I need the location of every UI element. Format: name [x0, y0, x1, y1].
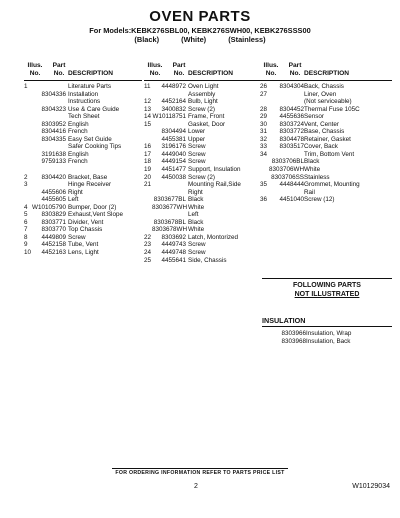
- illus-number: 16: [144, 143, 152, 151]
- part-number: 4455606: [41, 188, 66, 196]
- insulation-heading: INSULATION: [262, 316, 392, 327]
- illus-number: 4: [24, 203, 28, 211]
- part-description: Mounting Rail,Side: [188, 181, 241, 189]
- part-row: [260, 143, 392, 151]
- part-number: 8304304: [279, 83, 304, 90]
- part-description: Hinge Receiver: [68, 181, 112, 189]
- part-row: [24, 83, 142, 91]
- part-description: Grommet, Mounting: [304, 181, 360, 189]
- part-row: [144, 143, 260, 151]
- illus-number: 19: [144, 166, 152, 174]
- part-description: Right: [68, 188, 83, 196]
- part-number: 4448444: [279, 181, 304, 189]
- part-description: Oven Light: [188, 83, 219, 90]
- illus-number: 25: [144, 256, 152, 264]
- part-number: 4448972: [161, 83, 186, 90]
- part-number: 4449743: [161, 241, 186, 249]
- part-description: Black: [304, 158, 320, 166]
- header-description: DESCRIPTION: [68, 69, 114, 77]
- part-row: [24, 174, 142, 182]
- part-description: Lens, Light: [68, 249, 99, 257]
- part-row: [24, 219, 142, 227]
- part-row: [260, 136, 392, 144]
- part-row: [260, 113, 392, 121]
- part-description: French: [68, 158, 88, 166]
- part-description: Literature Parts: [68, 83, 112, 90]
- part-number: 8303678WH: [152, 226, 188, 234]
- part-description: Bulb, Light: [188, 98, 218, 106]
- parts-list: [24, 83, 142, 257]
- illus-number: 5: [24, 211, 28, 219]
- part-row: [260, 174, 392, 182]
- part-row: [262, 338, 392, 346]
- part-description: Retainer, Gasket: [304, 135, 351, 143]
- part-description: Insulation, Back: [306, 337, 351, 345]
- part-description: Screw (2): [188, 105, 215, 113]
- not-illustrated-heading: [262, 278, 392, 299]
- part-row: [24, 181, 142, 189]
- part-description: Bumper, Door (2): [68, 203, 117, 211]
- part-row: [24, 196, 142, 204]
- part-number: 4452158: [41, 241, 66, 249]
- header-illus-no: No.: [149, 69, 161, 77]
- part-number: 8303772: [279, 128, 304, 136]
- part-row: [144, 91, 260, 99]
- part-number: 8303770: [41, 226, 66, 234]
- part-description: White: [304, 166, 321, 174]
- header-part-no: No.: [53, 69, 65, 77]
- part-description: Lower: [188, 128, 206, 136]
- part-number: 8304420: [41, 173, 66, 181]
- part-row: [144, 151, 260, 159]
- part-row: [24, 226, 142, 234]
- illus-number: 13: [144, 105, 152, 113]
- part-description: Installation: [68, 90, 99, 98]
- illus-number: 34: [260, 150, 268, 158]
- illus-number: 35: [260, 181, 268, 189]
- part-number: 8303771: [41, 218, 66, 226]
- part-description: White: [188, 203, 205, 211]
- part-number: 8303706BL: [271, 158, 304, 166]
- part-number: 3196176: [161, 143, 186, 151]
- illus-number: 36: [260, 196, 268, 204]
- part-description: Black: [188, 218, 204, 226]
- part-row: [144, 219, 260, 227]
- part-description: Liner, Oven: [304, 90, 337, 98]
- part-row: [260, 158, 392, 166]
- part-description: Rail: [304, 188, 315, 196]
- part-number: 8303724: [279, 120, 304, 128]
- part-description: Left: [188, 211, 199, 219]
- illus-number: 11: [144, 83, 151, 90]
- illus-number: 3: [24, 181, 28, 189]
- part-number: 8303677BL: [153, 196, 186, 204]
- document-id: W10129034: [352, 483, 390, 490]
- illus-number: 23: [144, 241, 152, 249]
- part-row: [260, 181, 392, 189]
- part-description: Sensor: [304, 113, 324, 121]
- part-number: 8303517: [279, 143, 304, 151]
- part-row: [144, 204, 260, 212]
- part-row: [144, 113, 260, 121]
- illus-number: 7: [24, 226, 28, 234]
- illus-number: 18: [144, 158, 152, 166]
- header-illus: Illus.: [27, 62, 43, 69]
- part-description: Screw: [188, 241, 206, 249]
- part-row: [24, 91, 142, 99]
- part-row: [24, 166, 142, 174]
- part-description: French: [68, 128, 88, 136]
- parts-list: [144, 83, 260, 264]
- not-illustrated-label: NOT ILLUSTRATED: [294, 291, 360, 298]
- header-part-no: No.: [173, 69, 185, 77]
- part-row: [24, 249, 142, 257]
- part-number: 4452163: [41, 249, 66, 257]
- part-row: [260, 91, 392, 99]
- part-number: 4450038: [161, 173, 186, 181]
- part-row: [144, 128, 260, 136]
- part-row: [24, 189, 142, 197]
- part-number: 4451040: [279, 196, 304, 204]
- part-number: 8304323: [41, 105, 66, 113]
- part-number: 8304452: [279, 105, 304, 113]
- part-description: Exhaust,Vent Slope: [68, 211, 123, 219]
- part-description: Screw (2): [188, 173, 215, 181]
- column-header: [24, 62, 142, 81]
- part-row: [24, 234, 142, 242]
- part-number: 8304335: [41, 135, 66, 143]
- illus-number: 32: [260, 135, 268, 143]
- part-description: Bracket, Base: [68, 173, 108, 181]
- part-number: 4455381: [161, 135, 186, 143]
- part-row: [260, 189, 392, 197]
- part-row: [24, 113, 142, 121]
- header-description: DESCRIPTION: [304, 69, 350, 77]
- part-number: W10118751: [152, 113, 186, 121]
- header-illus-no: No.: [29, 69, 41, 77]
- part-description: Screw: [188, 150, 206, 158]
- illus-number: 29: [260, 113, 268, 121]
- illus-number: 20: [144, 173, 152, 181]
- illus-number: 27: [260, 90, 268, 98]
- part-row: [260, 196, 392, 204]
- parts-list: [260, 83, 392, 204]
- part-row: [144, 158, 260, 166]
- part-row: [144, 174, 260, 182]
- part-description: Frame, Front: [188, 113, 225, 121]
- page-title: OVEN PARTS: [149, 8, 251, 25]
- part-description: (Not serviceable): [304, 98, 352, 106]
- column-header: [260, 62, 392, 81]
- part-number: 8303692: [161, 233, 186, 241]
- header-illus: Illus.: [147, 62, 163, 69]
- part-number: 4449154: [161, 158, 186, 166]
- illus-number: 10: [24, 249, 32, 257]
- part-description: Vent, Center: [304, 120, 340, 128]
- illus-number: 24: [144, 249, 152, 257]
- following-parts-label: FOLLOWING PARTS: [293, 282, 361, 289]
- illus-number: 15: [144, 120, 152, 128]
- part-row: [144, 257, 260, 265]
- part-description: Assembly: [188, 90, 216, 98]
- part-number: 4452164: [161, 98, 186, 106]
- part-description: Left: [68, 196, 79, 204]
- part-description: Base, Chassis: [304, 128, 345, 136]
- illus-number: 30: [260, 120, 268, 128]
- part-row: [24, 128, 142, 136]
- illus-number: 9: [24, 241, 28, 249]
- part-row: [144, 211, 260, 219]
- illus-number: 21: [144, 181, 152, 189]
- part-number: 8303677WH: [152, 203, 188, 211]
- illus-number: 1: [24, 83, 28, 90]
- insulation-list: [262, 330, 392, 345]
- part-description: Screw (12): [304, 196, 335, 204]
- variants-line: [0, 35, 400, 44]
- part-description: Screw: [188, 249, 206, 257]
- part-number: 4455605: [41, 196, 66, 204]
- part-row: [144, 136, 260, 144]
- illus-number: 22: [144, 233, 152, 241]
- part-row: [144, 226, 260, 234]
- illus-number: 26: [260, 83, 268, 90]
- part-row: [24, 136, 142, 144]
- header-illus: Illus.: [263, 62, 279, 69]
- part-description: English: [68, 150, 89, 158]
- part-number: 4455641: [161, 256, 186, 264]
- part-row: [260, 106, 392, 114]
- header-part-no: No.: [289, 69, 301, 77]
- part-number: 8303678BL: [153, 218, 186, 226]
- part-description: Back, Chassis: [304, 83, 344, 90]
- parts-column-1: [24, 62, 142, 257]
- part-row: [24, 98, 142, 106]
- illus-number: 6: [24, 218, 28, 226]
- part-row: [144, 121, 260, 129]
- part-row: [144, 249, 260, 257]
- header-part: Part: [172, 62, 186, 69]
- part-row: [260, 151, 392, 159]
- illus-number: 28: [260, 105, 268, 113]
- part-description: Right: [188, 188, 203, 196]
- part-description: English: [68, 120, 89, 128]
- part-row: [144, 189, 260, 197]
- part-description: Safer Cooking Tips: [68, 143, 122, 151]
- header-description: DESCRIPTION: [188, 69, 234, 77]
- part-row: [24, 158, 142, 166]
- part-number: 9759133: [41, 158, 66, 166]
- part-number: 4449040: [161, 150, 186, 158]
- part-description: Screw: [188, 143, 206, 151]
- illus-number: 17: [144, 150, 152, 158]
- illus-number: 12: [144, 98, 152, 106]
- part-row: [260, 166, 392, 174]
- part-row: [24, 241, 142, 249]
- part-row: [260, 121, 392, 129]
- part-number: 8303829: [41, 211, 66, 219]
- part-number: 8304494: [161, 128, 186, 136]
- part-description: Top Chassis: [68, 226, 103, 234]
- part-description: Thermal Fuse 105C: [304, 105, 360, 113]
- part-description: Divider, Vent: [68, 218, 104, 226]
- variant-stainless: (Stainless): [228, 35, 266, 44]
- footer-divider: [112, 468, 288, 469]
- part-description: Tube, Vent: [68, 241, 99, 249]
- part-description: Tech Sheet: [68, 113, 100, 121]
- part-description: Screw: [68, 233, 86, 241]
- part-number: 4451477: [161, 166, 186, 174]
- page-number: 2: [194, 483, 198, 490]
- part-description: Upper: [188, 135, 206, 143]
- part-row: [260, 98, 392, 106]
- part-row: [24, 211, 142, 219]
- illus-number: 33: [260, 143, 268, 151]
- part-number: 3191638: [41, 150, 66, 158]
- part-row: [262, 330, 392, 338]
- part-number: 4449809: [41, 233, 66, 241]
- illus-number: 8: [24, 233, 28, 241]
- header-part: Part: [288, 62, 302, 69]
- part-description: White: [188, 226, 205, 234]
- part-number: W10105790: [32, 203, 66, 211]
- part-number: 8304336: [41, 90, 66, 98]
- part-number: 8303968: [281, 337, 306, 345]
- part-row: [144, 241, 260, 249]
- part-row: [144, 83, 260, 91]
- illus-number: 14: [144, 113, 152, 121]
- variant-white: (White): [181, 35, 207, 44]
- part-row: [144, 106, 260, 114]
- part-row: [24, 151, 142, 159]
- part-number: 8303952: [41, 120, 66, 128]
- part-description: Trim, Bottom Vent: [304, 150, 355, 158]
- part-description: Instructions: [68, 98, 101, 106]
- part-row: [24, 106, 142, 114]
- part-number: 8303706SS: [271, 173, 304, 181]
- models-line: For Models:KEBK276SBL00, KEBK276SWH00, KEBK276SSS00: [89, 26, 311, 35]
- part-description: Stainless: [304, 173, 330, 181]
- part-description: Gasket, Door: [188, 120, 226, 128]
- part-row: [144, 166, 260, 174]
- part-number: 8303966: [281, 330, 306, 337]
- part-description: Easy Set Guide: [68, 135, 112, 143]
- part-description: Screw: [188, 158, 206, 166]
- part-number: 4449748: [161, 249, 186, 257]
- illus-number: 2: [24, 173, 28, 181]
- part-description: Cover, Back: [304, 143, 338, 151]
- part-number: 8304416: [41, 128, 66, 136]
- part-description: Latch, Montorized: [188, 233, 239, 241]
- header-illus-no: No.: [265, 69, 277, 77]
- part-description: Insulation, Wrap: [306, 330, 352, 337]
- part-description: Side, Chassis: [188, 256, 227, 264]
- header-part: Part: [52, 62, 66, 69]
- parts-column-3: [260, 62, 392, 204]
- part-row: [144, 234, 260, 242]
- part-description: Use & Care Guide: [68, 105, 120, 113]
- part-row: [260, 83, 392, 91]
- part-row: [24, 121, 142, 129]
- part-description: Black: [188, 196, 204, 204]
- part-number: 3400832: [161, 105, 186, 113]
- illus-number: 31: [260, 128, 268, 136]
- part-row: [144, 98, 260, 106]
- part-row: [144, 196, 260, 204]
- part-row: [24, 143, 142, 151]
- part-number: 8304478: [279, 135, 304, 143]
- part-number: 8303706WH: [268, 166, 304, 174]
- part-row: [144, 181, 260, 189]
- column-header: [144, 62, 260, 81]
- part-row: [24, 204, 142, 212]
- variant-black: (Black): [134, 35, 160, 44]
- part-number: 4455636: [279, 113, 304, 121]
- parts-column-2: [144, 62, 260, 264]
- ordering-note: FOR ORDERING INFORMATION REFER TO PARTS PRICE LIST: [115, 470, 285, 476]
- part-description: Support, Insulation: [188, 166, 241, 174]
- part-row: [260, 128, 392, 136]
